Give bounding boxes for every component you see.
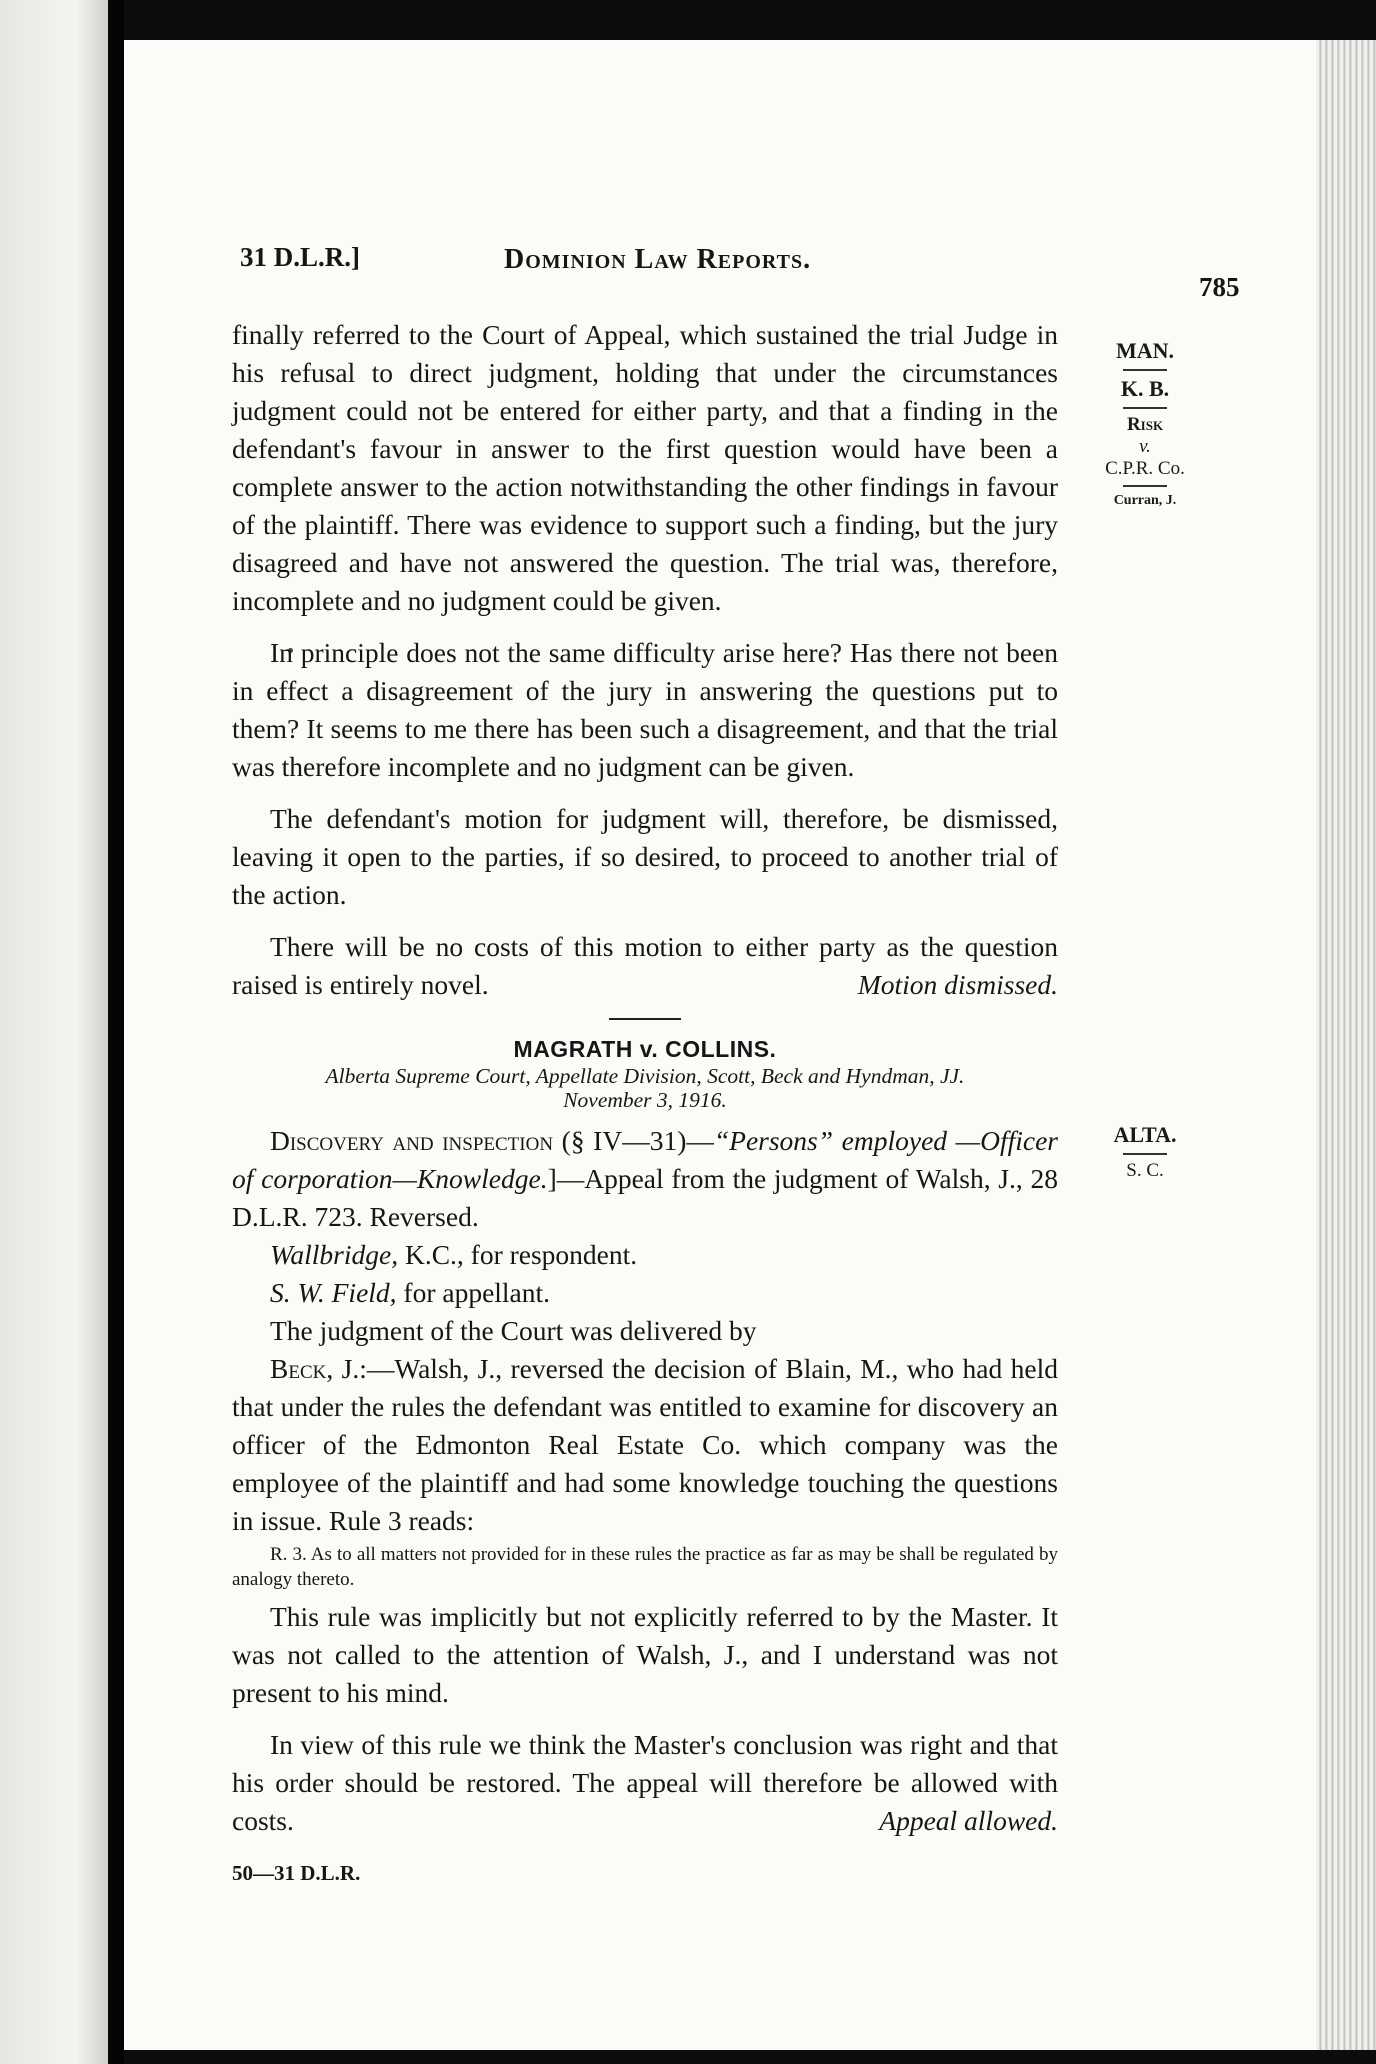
counsel-role: for appellant. <box>403 1277 551 1308</box>
paragraph-text: There will be no costs of this motion to either party as the question raised is entirely novel. <box>232 931 1058 1000</box>
facing-page-edge <box>0 0 108 2064</box>
page-number: 785 <box>1199 272 1240 302</box>
paragraph: In principle does not the same difficulty arise here? Has there not been in effect a disagreement of the jury in answering the questions put to them? It seems to me there has been such a disagreement, and that the trial was therefore incomplete and no judgment can be given. <box>232 637 1058 782</box>
headnote-keywords: “Persons” employed —Officer of corporation—Knowledge. <box>232 1125 1058 1194</box>
margin-note-risk-case <box>1080 336 1210 512</box>
paragraph-with-disposition <box>232 928 1058 1004</box>
paragraph-continuation: finally referred to the Court of Appeal, which sustained the trial Judge in his refusal to direct judgment, holding that under the circumstances judgment could not be entered for either party, and that a finding in the defendant's favour in answer to the first question would have been a complete answer to the action notwithstanding the other findings in favour of the plaintiff. There was evidence to support such a finding, but the jury disagreed and have not answered the question. The trial was, therefore, incomplete and no judgment could be given. <box>232 319 1058 616</box>
margin-party-1: Risk <box>1126 414 1164 435</box>
margin-rule <box>1123 485 1167 487</box>
case-title: MAGRATH v. COLLINS. <box>513 1036 777 1062</box>
margin-province: MAN. <box>1115 338 1175 363</box>
margin-court: K. B. <box>1120 376 1170 401</box>
disposition: Motion dismissed. <box>857 969 1058 1000</box>
book-gutter <box>108 0 124 2064</box>
page-block-edges <box>1316 40 1376 2050</box>
opinion-text: In view of this rule we think the Master's conclusion was right and that his order should be restored. The appeal will therefore be allowed with costs. <box>232 1729 1058 1836</box>
margin-province: ALTA. <box>1113 1122 1177 1147</box>
court-and-judges: Alberta Supreme Court, Appellate Division, Scott, Beck and Hyndman, JJ. <box>325 1064 965 1088</box>
report-title: Dominion Law Reports. <box>504 244 812 275</box>
volume-reference: 31 D.L.R.] <box>240 242 360 272</box>
main-text-column <box>232 316 1058 1892</box>
decision-date: November 3, 1916. <box>563 1088 727 1112</box>
opinion-text: :—Walsh, J., reversed the decision of Blain, M., who had held that under the rules the defendant was entitled to examine for discovery an officer of the Edmonton Real Estate Co. which company was the employee of the plaintiff and had some knowledge touching the questions in issue. Rule 3 reads: <box>232 1353 1059 1536</box>
margin-rule <box>1123 1153 1167 1155</box>
rule-quotation: R. 3. As to all matters not provided for in these rules the practice as far as may be shall be regulated by analogy thereto. <box>232 1544 1058 1590</box>
signature-mark: 50—31 D.L.R. <box>232 1861 361 1885</box>
delivered-by: The judgment of the Court was delivered by <box>270 1315 757 1346</box>
judge-name: Beck, J. <box>270 1353 360 1384</box>
margin-party-2: C.P.R. Co. <box>1105 458 1185 479</box>
case-separator-rule <box>609 1018 681 1020</box>
margin-judge: Curran, J. <box>1113 493 1177 508</box>
margin-rule <box>1123 369 1167 371</box>
margin-rule <box>1123 407 1167 409</box>
counsel-name: Wallbridge, <box>270 1239 399 1270</box>
disposition: Appeal allowed. <box>879 1805 1058 1836</box>
book-page <box>124 40 1316 2050</box>
counsel-respondent <box>232 1236 1058 1274</box>
margin-court: S. C. <box>1126 1160 1164 1181</box>
counsel-role: K.C., for respondent. <box>404 1239 638 1270</box>
paragraph: The defendant's motion for judgment will, therefore, be dismissed, leaving it open to the parties, if so desired, to proceed to another trial of the action. <box>232 803 1058 910</box>
headnote <box>232 1122 1058 1236</box>
headnote-section: (§ IV—31)— <box>561 1125 714 1156</box>
counsel-appellant <box>232 1274 1058 1312</box>
opinion-paragraph <box>232 1350 1058 1540</box>
margin-note-magrath-case <box>1080 1120 1210 1184</box>
opinion-paragraph: This rule was implicitly but not explicitly referred to by the Master. It was not called to the attention of Walsh, J., and I understand was not present to his mind. <box>232 1601 1058 1708</box>
margin-versus: v. <box>1139 436 1151 457</box>
running-head <box>124 242 1316 302</box>
counsel-name: S. W. Field, <box>270 1277 397 1308</box>
opinion-paragraph-final <box>232 1726 1058 1840</box>
headnote-topic: Discovery and inspection <box>270 1125 554 1156</box>
headnote-rest: ]—Appeal from the judgment of Walsh, J., 28 D.L.R. 723. Reversed. <box>232 1163 1058 1232</box>
